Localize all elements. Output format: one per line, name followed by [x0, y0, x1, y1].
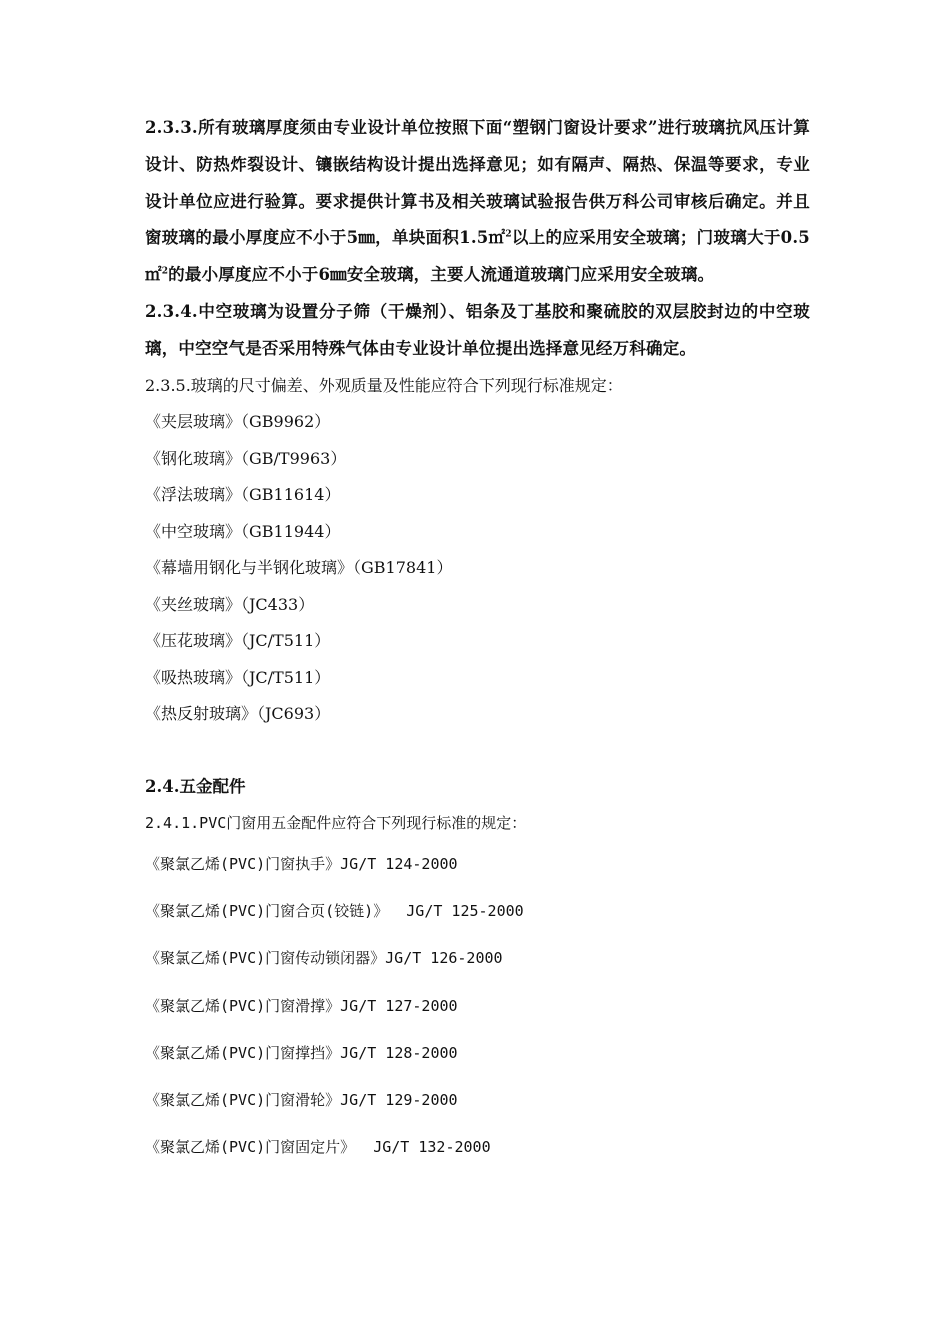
list-item: 《热反射玻璃》（JC693）	[145, 704, 331, 724]
paragraph-2-4-1: 2.4.1.PVC门窗用五金配件应符合下列现行标准的规定：	[145, 814, 527, 833]
superscript-2: 2	[505, 229, 512, 240]
list-item: 《夹丝玻璃》（JC433）	[145, 594, 315, 614]
glass-standards-list	[145, 404, 810, 733]
section-title-2-4: 2.4.五金配件	[145, 776, 246, 796]
list-item: 《夹层玻璃》（GB9962）	[145, 412, 331, 432]
list-item: 《聚氯乙烯(PVC)门窗滑轮》JG/T 129-2000	[145, 1091, 458, 1110]
list-item: 《钢化玻璃》（GB/T9963）	[145, 448, 347, 468]
paragraph-2-3-3-text-c: 的最小厚度应不小于6㎜安全玻璃，主要人流通道玻璃门应采用安全玻璃。	[168, 265, 715, 285]
hardware-standards-list	[145, 841, 810, 1171]
list-item: 《聚氯乙烯(PVC)门窗固定片》 JG/T 132-2000	[145, 1138, 491, 1157]
document-page	[145, 110, 810, 1172]
paragraph-2-3-4: 2.3.4.中空玻璃为设置分子筛（干燥剂）、铝条及丁基胶和聚硫胶的双层胶封边的中空玻璃，中空空气是否采用特殊气体由专业设计单位提出选择意见经万科确定。	[145, 301, 810, 358]
paragraph-2-3-3	[145, 110, 810, 294]
list-item: 《聚氯乙烯(PVC)门窗执手》JG/T 124-2000	[145, 855, 458, 874]
paragraph-2-3-3-text-a: 2.3.3.所有玻璃厚度须由专业设计单位按照下面“塑钢门窗设计要求”进行玻璃抗风压计算设计、防热炸裂设计、镶嵌结构设计提出选择意见；如有隔声、隔热、保温等要求，专业设计单位应进行验算。要求提供计算书及相关玻璃试验报告供万科公司审核后确定。并且窗玻璃的最小厚度应不小于5㎜，单块面积1.5㎡	[145, 118, 810, 248]
paragraph-2-3-3-text-b: 以上的应采用安全玻璃；门玻璃大于0.5㎡	[145, 228, 810, 285]
list-item: 《聚氯乙烯(PVC)门窗传动锁闭器》JG/T 126-2000	[145, 949, 503, 968]
list-item: 《浮法玻璃》（GB11614）	[145, 485, 341, 505]
superscript-2: 2	[161, 266, 169, 277]
list-item: 《聚氯乙烯(PVC)门窗滑撑》JG/T 127-2000	[145, 996, 458, 1015]
list-item: 《中空玻璃》（GB11944）	[145, 521, 341, 541]
list-item: 《幕墙用钢化与半钢化玻璃》（GB17841）	[145, 558, 453, 578]
list-item: 《吸热玻璃》（JC/T511）	[145, 667, 331, 687]
list-item: 《聚氯乙烯(PVC)门窗撑挡》JG/T 128-2000	[145, 1043, 458, 1062]
list-item: 《聚氯乙烯(PVC)门窗合页(铰链)》 JG/T 125-2000	[145, 902, 524, 921]
list-item: 《压花玻璃》（JC/T511）	[145, 631, 331, 651]
paragraph-2-3-5: 2.3.5.玻璃的尺寸偏差、外观质量及性能应符合下列现行标准规定：	[145, 375, 623, 395]
